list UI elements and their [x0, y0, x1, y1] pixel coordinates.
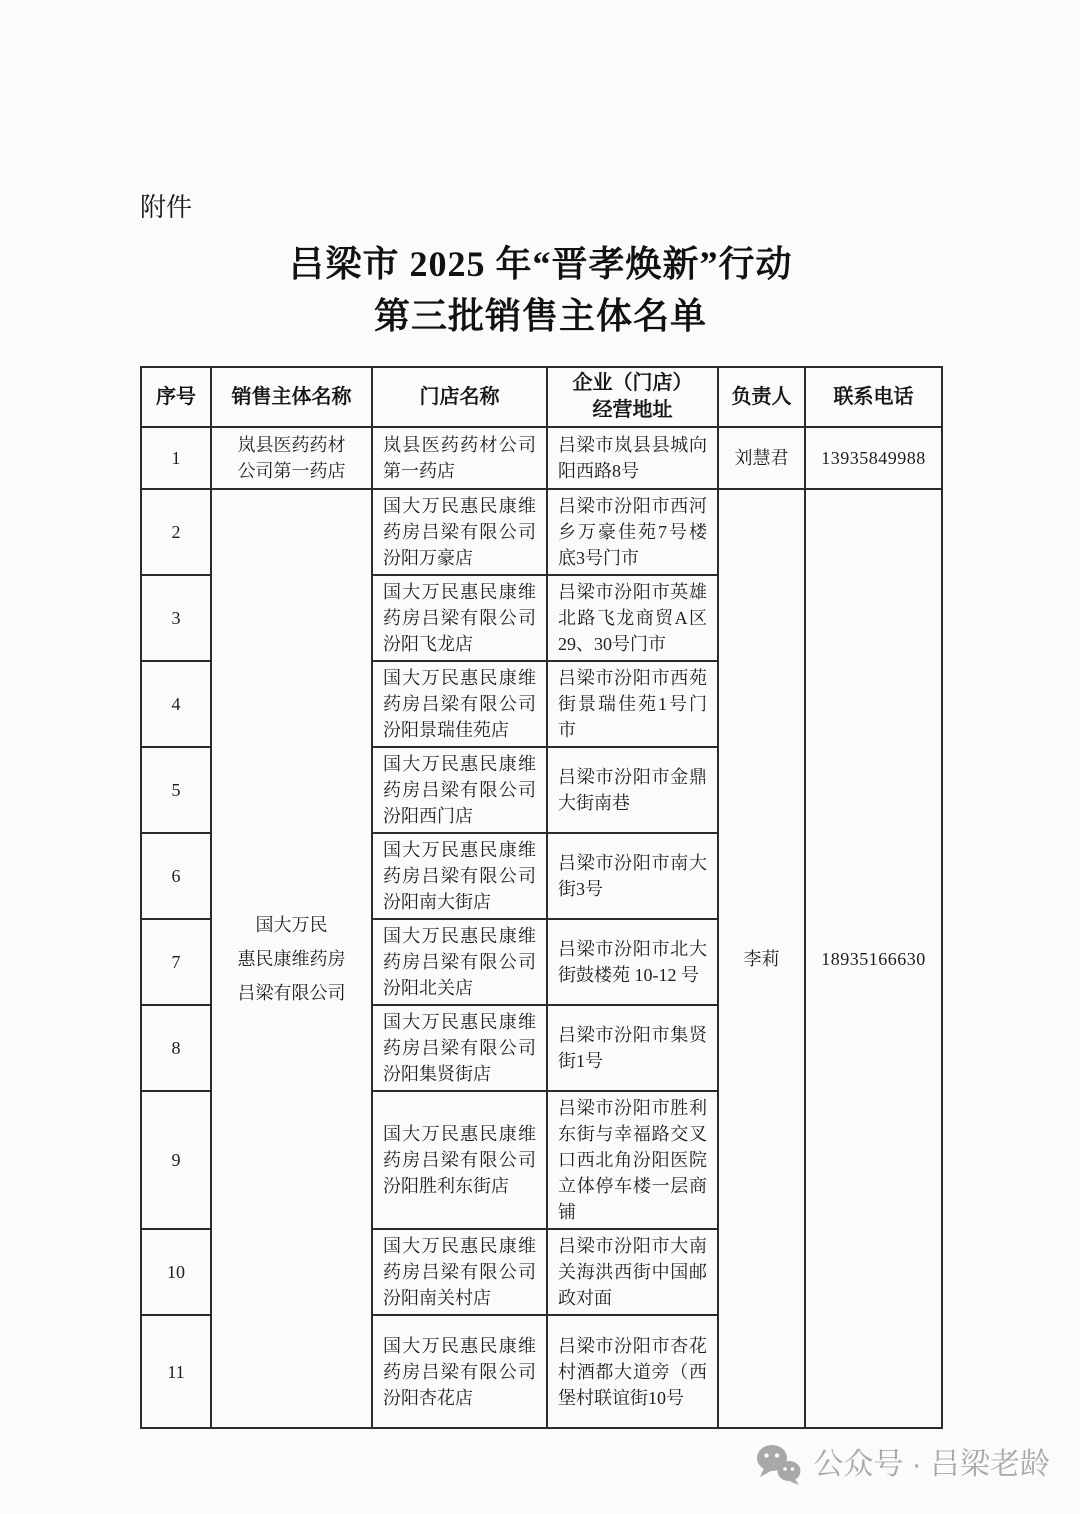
page-title [140, 238, 941, 342]
merged-phone-cell: 18935166630 [805, 489, 942, 1428]
cell-seq: 3 [141, 575, 211, 661]
cell-store: 国大万民惠民康维药房吕梁有限公司汾阳集贤街店 [372, 1005, 547, 1091]
cell-seq: 5 [141, 747, 211, 833]
cell-seq: 4 [141, 661, 211, 747]
cell-store: 国大万民惠民康维药房吕梁有限公司汾阳南大街店 [372, 833, 547, 919]
cell-seq: 6 [141, 833, 211, 919]
cell-seq: 11 [141, 1315, 211, 1428]
cell-store: 国大万民惠民康维药房吕梁有限公司汾阳南关村店 [372, 1229, 547, 1315]
cell-seq: 7 [141, 919, 211, 1005]
page-watermark [755, 1442, 1050, 1488]
page-title-line-2: 第三批销售主体名单 [373, 296, 707, 336]
cell-address: 吕梁市汾阳市北大街鼓楼苑 10-12 号 [547, 919, 718, 1005]
cell-store: 国大万民惠民康维药房吕梁有限公司汾阳北关店 [372, 919, 547, 1005]
cell-seq: 8 [141, 1005, 211, 1091]
cell-store: 国大万民惠民康维药房吕梁有限公司汾阳胜利东街店 [372, 1091, 547, 1229]
cell-address: 吕梁市汾阳市西河乡万豪佳苑7号楼底3号门市 [547, 489, 718, 575]
header-address-line-2: 经营地址 [592, 399, 673, 421]
table-row [141, 427, 942, 489]
table-row [141, 489, 942, 575]
cell-phone: 13935849988 [805, 427, 942, 489]
table-header-row [141, 367, 942, 427]
cell-entity: 岚县医药药材公司第一药店 [211, 427, 372, 489]
merged-person-cell: 李莉 [718, 489, 805, 1428]
header-entity: 销售主体名称 [211, 367, 372, 427]
watermark-text: 公众号 · 吕梁老龄 [813, 1448, 1050, 1481]
cell-store: 岚县医药药材公司第一药店 [372, 427, 547, 489]
cell-address: 吕梁市汾阳市杏花村酒都大道旁（西堡村联谊街10号 [547, 1315, 718, 1428]
cell-address: 吕梁市汾阳市英雄北路飞龙商贸A区29、30号门市 [547, 575, 718, 661]
cell-store: 国大万民惠民康维药房吕梁有限公司汾阳杏花店 [372, 1315, 547, 1428]
header-seq: 序号 [141, 367, 211, 427]
header-person: 负责人 [718, 367, 805, 427]
cell-address: 吕梁市汾阳市金鼎大街南巷 [547, 747, 718, 833]
cell-address: 吕梁市汾阳市集贤街1号 [547, 1005, 718, 1091]
cell-address: 吕梁市岚县县城向阳西路8号 [547, 427, 718, 489]
cell-address: 吕梁市汾阳市大南关海洪西街中国邮政对面 [547, 1229, 718, 1315]
document-content [140, 190, 941, 1429]
cell-store: 国大万民惠民康维药房吕梁有限公司汾阳万豪店 [372, 489, 547, 575]
sales-entity-table [140, 366, 943, 1429]
cell-address: 吕梁市汾阳市南大街3号 [547, 833, 718, 919]
header-address-line-1: 企业（门店） [572, 372, 693, 394]
cell-address: 吕梁市汾阳市胜利东街与幸福路交叉口西北角汾阳医院立体停车楼一层商铺 [547, 1091, 718, 1229]
cell-seq: 10 [141, 1229, 211, 1315]
cell-seq: 2 [141, 489, 211, 575]
cell-store: 国大万民惠民康维药房吕梁有限公司汾阳景瑞佳苑店 [372, 661, 547, 747]
cell-seq: 1 [141, 427, 211, 489]
header-store: 门店名称 [372, 367, 547, 427]
header-address [547, 367, 718, 427]
cell-store: 国大万民惠民康维药房吕梁有限公司汾阳飞龙店 [372, 575, 547, 661]
cell-store: 国大万民惠民康维药房吕梁有限公司汾阳西门店 [372, 747, 547, 833]
attachment-label: 附件 [140, 192, 193, 222]
cell-seq: 9 [141, 1091, 211, 1229]
cell-address: 吕梁市汾阳市西苑街景瑞佳苑1号门市 [547, 661, 718, 747]
page-title-line-1: 吕梁市 2025 年“晋孝焕新”行动 [288, 244, 793, 284]
header-phone: 联系电话 [805, 367, 942, 427]
cell-person: 刘慧君 [718, 427, 805, 489]
wechat-icon [755, 1444, 803, 1486]
merged-entity-cell: 国大万民 惠民康维药房 吕梁有限公司 [211, 489, 372, 1428]
